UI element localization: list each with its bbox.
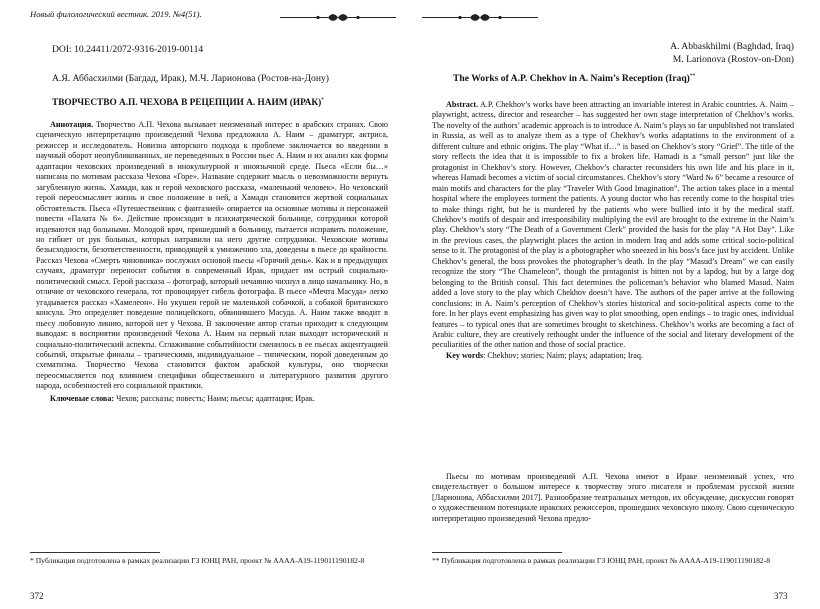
abstract-ru [36, 120, 388, 404]
footnote-ru: * Публикация подготовлена в рамках реализации ГЗ ЮНЦ РАН, проект № АААА-А19-119011190182-8 [30, 556, 365, 565]
page-number-right: 373 [774, 591, 788, 601]
ornament-divider-icon [420, 12, 540, 23]
author-en-1: A. Abbaskhilmi (Baghdad, Iraq) [670, 41, 794, 52]
abstract-en [432, 100, 794, 361]
doi: DOI: 10.24411/2072-9316-2019-00114 [52, 44, 204, 55]
title-ru-footnote-mark: * [321, 97, 324, 103]
body-text-ru [432, 472, 794, 524]
ornament-divider-icon [278, 12, 398, 23]
title-en-text: The Works of A.P. Chekhov in A. Naim’s Reception (Iraq) [453, 73, 690, 85]
abstract-en-text: A.P. Chekhov’s works have been attracting an invariable interest in Arabic countries. A. Naim – playwright, actress, director and researcher – has suggested her own stage interpretation of Chekhov’s works. The novelty of the authors’ academic approach is to introduce A. Naim’s plays so far unpublished not translated in Russia, as well as to analyze them as a type of Chekhov’s works adaptations to the environment of a different culture and ethnic origins. The play “What if…” is based on Chekhov’s story “Grief”. The title of the story reflects the idea that it is impossible to fix a broken life. Hamadi is a “small person” just like the protagonist in Chekhov’s story. However, Chekhov’s character reconsiders his own life and his place in it, whereas Hamadi becomes a victim of social circumstances. Chekhov’s story “Ward № 6” became a resource of main motifs and characters for the play “Traveler With Good Imagination”. The action takes place in a mental hospital where the employees torment the patients. A young doctor who has recently come to the hospital tries to make things right, but he is murdered by the patients who were bullied into it by the medical staff. Chekhov’s motifs of despair and irresponsibility multiplying the evil are brought to the extreme in the Naim’s play. Chekhov’s story “The Death of a Government Clerk” provided the basis for the play “A Hot Day”. Like in the previous cases, the playwright places the action in modern Iraq and adds some critical socio-political sense to it. The protagonist of the play is a photographer who sneezed in his boss’s face just by accident. Unlike Chekhov’s general, the boss provokes the photographer’s death. In the play “Masud’s Dream” we can easily recognize the story “The Chameleon”, though the protagonist is bitten not by a lapdog, but by a large dog belonging to the British consul. This fact determines the policeman’s behavior who blamed Masud. Naim added a love story to the play which Chekhov doesn’t have. The authors of the paper arrive at the following conclusions: in A. Naim’s perception of Chekhov’s stories historical and socio-political aspects come to the fore. In her plays event emphasizing has given way to plot smoothing, open endings – to tragic ones, individual features – to typical ones that are sometimes brought to sketchiness. Chekhov’s works are becoming a fact of Arabic culture, they are creatively rethought under the influence of the social and literary development of the peculiarities of the other nation and those of social practice. [432, 100, 795, 350]
footnote-rule [30, 552, 160, 553]
authors-en [670, 41, 794, 67]
keywords-ru-text: Чехов; рассказы; повесть; Наим; пьесы; адаптация; Ирак. [116, 393, 315, 403]
authors-ru: А.Я. Аббасхилми (Багдад, Ирак), М.Ч. Ларионова (Ростов-на-Дону) [52, 73, 329, 84]
title-ru [52, 97, 382, 108]
keywords-ru-label: Ключевые слова: [50, 393, 115, 403]
footnote-rule [432, 552, 562, 553]
journal-header: Новый филологический вестник. 2019. №4(51). [30, 9, 202, 19]
title-en-footnote-mark: ** [689, 73, 696, 79]
abstract-en-label: Abstract. [446, 100, 479, 109]
keywords-ru [36, 394, 388, 404]
body-paragraph: Пьесы по мотивам произведений А.П. Чехова имеют в Ираке неизменный успех, что свидетельствует о большом интересе к творчеству этого писателя и проблемам русской жизни [Ларионова, Аббасхилми 2017]. Разнообразие театральных методов, их обсуждение, дискуссии говорят о художественном потенциале иракских режиссеров, прошедших чеховскую школу. Свою сценическую интерпретацию произведений Чехова предло- [432, 472, 794, 523]
abstract-ru-label: Аннотация. [50, 120, 94, 129]
keywords-en-text: : Chekhov; stories; Naim; plays; adaptation; Iraq. [483, 350, 643, 360]
keywords-en-label: Key words [446, 350, 484, 360]
author-en-2: M. Larionova (Rostov-on-Don) [672, 53, 794, 65]
title-en [453, 73, 695, 84]
page-number-left: 372 [30, 591, 44, 601]
keywords-en [432, 351, 794, 361]
footnote-en: ** Публикация подготовлена в рамках реализации ГЗ ЮНЦ РАН, проект № АААА-А19-119011190182-8 [432, 556, 771, 565]
abstract-ru-text: Творчество А.П. Чехова вызывает неизменный интерес в арабских странах. Свою сценическую интерпретацию произведений Чехова предложила А. Наим – драматург, актриса, режиссер и исследователь. Новизна авторского подхода к проблеме заключается во введении в научный оборот неопубликованных, не переведенных в России пьес А. Наим и их анализ как формы адаптации чеховских произведений в инокультурной и иноязычной среде. Пьеса «Если бы…» написана по мотивам рассказа Чехова «Горе». Название содержит мысль о невозможности вернуть загубленную жизнь. Хамади, как и герой чеховского рассказа, «маленький человек». Но чеховский герой переосмысляет жизнь и свое положение в ней, а Хамади становится жертвой социальных обстоятельств. Пьеса «Путешественник с фантазией» опирается на основные мотивы и персонажей повести «Палата № 6». Действие происходит в психиатрической больнице, сотрудники которой издеваются над больными. Молодой врач, пришедший в больницу, пытается исправить положение, но гибнет от рук больных, которых натравили на него другие сотрудники. Чеховские мотивы безысходности, безответственности, приводящей к умножению зла, доведены в пьесе до крайности. Рассказ Чехова «Смерть чиновника» послужил основой пьесы «Горячий день». Как и в предыдущих случаях, драматург переносит события в современный Ирак, придает им острый социально-политический смысл. Герой рассказа – фотограф, который нечаянно чихнул в лицо начальнику. Но, в отличие от чеховского генерала, тот провоцирует гибель фотографа. В пьесе «Мечта Масуда» легко угадывается рассказ «Хамелеон». Но укушен герой не маленькой собачкой, а собакой британского консула. Это определяет поведение полицейского, обвинившего Масуда. А. Наим также вводит в пьесу любовную линию, которой нет у Чехова. В заключение автор статьи приходит к следующим выводам: в восприятии произведений Чехова А. Наим на первый план выходят исторический и социально-политический аспекты. Сглаживание событийности сменилось в ее пьесах акцентуацией событий, открытые финалы – трагическими, индивидуальное – типическим, порой доведенным до схематизма. Творчество Чехова становится фактом арабской культуры, оно творчески переосмысляется под влиянием специфики общественного и литературного развития другого народа, особенностей его социальной практики. [36, 120, 389, 391]
title-ru-text: ТВОРЧЕСТВО А.П. ЧЕХОВА В РЕЦЕПЦИИ А. НАИМ (ИРАК) [52, 98, 322, 109]
